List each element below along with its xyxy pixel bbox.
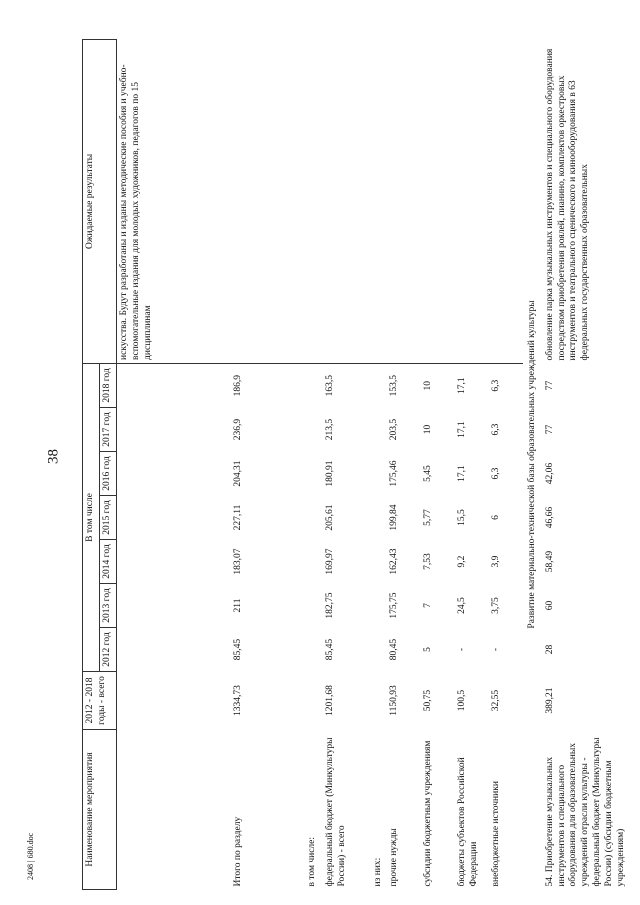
name-cell: Итого по разделу	[232, 816, 243, 887]
name-cell: федеральный бюджет (Минкультуры России) - всего	[324, 737, 347, 887]
header-year: 2014 год	[99, 540, 116, 584]
year-cell: 58,49	[544, 550, 555, 573]
year-cell: 199,84	[388, 504, 399, 531]
year-cell: 15,5	[456, 509, 467, 526]
year-cell: 5,45	[422, 465, 433, 482]
year-cell: 77	[544, 380, 555, 391]
year-cell: 7,53	[422, 553, 433, 570]
total-cell: 1150,93	[388, 685, 399, 716]
year-cell: 3,75	[490, 597, 501, 614]
year-cell: 24,5	[456, 597, 467, 614]
year-cell: 186,9	[232, 375, 243, 397]
year-cell: 175,46	[388, 460, 399, 487]
year-cell: 227,11	[232, 504, 243, 531]
year-cell: 42,06	[544, 462, 555, 485]
year-cell: 10	[422, 424, 433, 435]
year-cell: 5	[422, 647, 433, 652]
header-name: Наименование мероприятия	[83, 730, 117, 890]
header-year: 2012 год	[99, 628, 116, 672]
name-cell	[116, 730, 231, 890]
name-cell: в том числе:	[306, 836, 317, 887]
year-cell: 17,1	[456, 421, 467, 438]
name-cell: субсидии бюджетным учреждениям	[422, 740, 433, 887]
total-cell: 1334,73	[232, 685, 243, 716]
year-cell: 6,3	[490, 423, 501, 436]
page-number: 38	[45, 449, 62, 464]
year-cell: 204,31	[232, 460, 243, 487]
total-cell	[116, 672, 231, 730]
budget-table	[82, 39, 637, 890]
document-footer: 2408 | 680.doc	[26, 832, 35, 880]
year-cell: 183,07	[232, 548, 243, 575]
year-cell: 85,45	[232, 638, 243, 661]
total-cell: 50,75	[422, 689, 433, 712]
header-results: Ожидаемые результаты	[83, 39, 117, 363]
year-cell: 46,66	[544, 506, 555, 529]
year-cell: 17,1	[456, 465, 467, 482]
name-cell: внебюджетные источники	[490, 781, 501, 887]
header-total: 2012 - 2018 годы - всего	[83, 672, 117, 730]
header-year: 2015 год	[99, 496, 116, 540]
total-cell: 1201,68	[324, 685, 335, 716]
section-title: Развитие материально-технической базы образовательных учреждений культуры	[526, 300, 537, 629]
year-cell: 80,45	[388, 638, 399, 661]
year-cell: 6,3	[490, 379, 501, 392]
total-cell: 389,21	[544, 687, 555, 714]
year-cell: 17,1	[456, 377, 467, 395]
year-cell: 3,9	[490, 555, 501, 568]
year-cell: 28	[544, 644, 555, 655]
header-year: 2016 год	[99, 452, 116, 496]
year-cell: 9,2	[456, 555, 467, 568]
year-cell: -	[490, 647, 501, 652]
year-cell: 77	[544, 424, 555, 435]
name-cell: из них:	[372, 857, 383, 887]
total-cell: 32,55	[490, 689, 501, 712]
year-cell: 6,3	[490, 467, 501, 480]
year-cell: 153,5	[388, 375, 399, 397]
year-cell: 236,9	[232, 418, 243, 441]
year-cell: -	[456, 647, 467, 652]
year-cell: 5,77	[422, 509, 433, 526]
year-cell: 175,75	[388, 592, 399, 619]
name-cell: бюджеты субъектов Российской Федерации	[456, 757, 479, 887]
header-year: 2017 год	[99, 408, 116, 452]
header-year: 2018 год	[99, 363, 116, 407]
year-cell: 203,5	[388, 418, 399, 441]
rotated-table-page	[82, 40, 626, 890]
year-cell: 162,43	[388, 548, 399, 575]
year-cell: 163,5	[324, 375, 335, 397]
header-year: 2013 год	[99, 584, 116, 628]
name-cell: прочие нужды	[388, 828, 399, 887]
year-cell: 7	[422, 603, 433, 608]
name-cell: 54. Приобретение музыкальных инструментов и специального оборудования для образовательных учреждений отрасли культуры - федеральный бюджет (Минкультуры России) (субсидии бюджетным учреждениям)	[544, 737, 626, 887]
year-cell: 180,91	[324, 460, 335, 487]
header-including: В том числе	[83, 363, 100, 671]
year-cell: 6	[490, 515, 501, 520]
total-cell: 100,5	[456, 689, 467, 712]
year-cell: 213,5	[324, 418, 335, 441]
year-cell: 182,75	[324, 592, 335, 619]
results-cell: искусства. Будут разработаны и изданы методические пособия и учебно-вспомогательные издания для молодых художников, педагогов по 15 дисциплинам	[116, 39, 231, 363]
year-cell: 85,45	[324, 638, 335, 661]
year-cell: 169,97	[324, 548, 335, 575]
year-cell: 205,61	[324, 504, 335, 531]
year-cell: 60	[544, 600, 555, 611]
year-cell: 211	[232, 598, 243, 613]
year-cell: 10	[422, 380, 433, 391]
results-cell: обновление парка музыкальных инструментов и специального оборудования посредством приобретения роялей, пианино, комплектов оркестровых инструментов и театрального сценического и кинооборудования в 63 федеральных государственных образовательных	[544, 48, 591, 361]
